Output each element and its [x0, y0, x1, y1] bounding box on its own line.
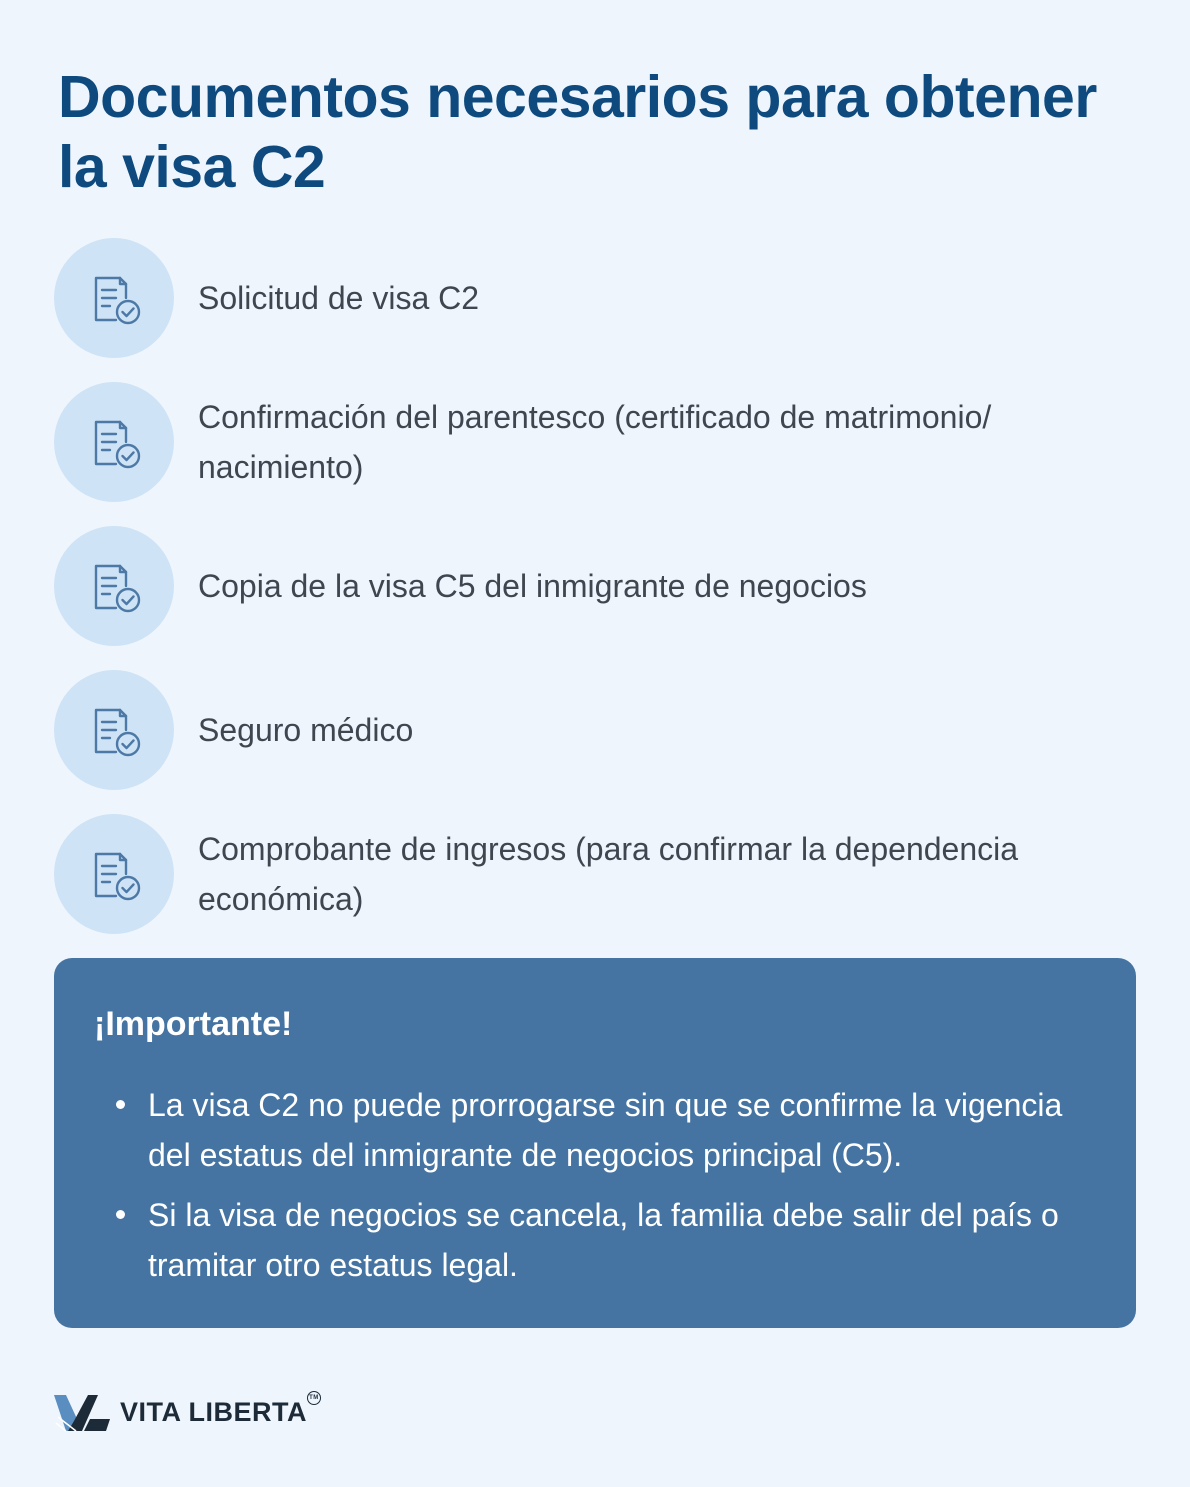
notice-list	[94, 1080, 1076, 1290]
trademark-mark: TM	[307, 1391, 321, 1405]
brand-name	[120, 1394, 319, 1428]
bullet-icon	[116, 1100, 125, 1109]
important-notice	[54, 958, 1136, 1328]
notice-point	[94, 1190, 1076, 1290]
document-label: Solicitud de visa C2	[198, 280, 480, 316]
notice-point	[94, 1080, 1076, 1180]
document-label: Confirmación del parentesco (certificado de matrimonio/ nacimiento)	[198, 399, 992, 485]
notice-point-text: Si la visa de negocios se cancela, la familia debe salir del país o tramitar otro estatus legal.	[148, 1197, 1059, 1283]
vita-liberta-logo-icon	[54, 1391, 110, 1433]
document-check-icon	[54, 526, 174, 646]
document-item	[54, 382, 1144, 502]
document-item	[54, 238, 1144, 358]
document-label: Copia de la visa C5 del inmigrante de negocios	[198, 568, 867, 604]
document-check-icon	[54, 814, 174, 934]
document-item	[54, 814, 1144, 934]
document-item	[54, 670, 1144, 790]
documents-list	[54, 238, 1144, 958]
bullet-icon	[116, 1210, 125, 1219]
document-check-icon	[54, 382, 174, 502]
document-label: Seguro médico	[198, 712, 414, 748]
page-title: Documentos necesarios para obtener la visa C2	[58, 64, 1097, 200]
notice-point-text: La visa C2 no puede prorrogarse sin que se confirme la vigencia del estatus del inmigrante de negocios principal (C5).	[148, 1087, 1063, 1173]
document-check-icon	[54, 670, 174, 790]
document-check-icon	[54, 238, 174, 358]
notice-title: ¡Importante!	[94, 1005, 293, 1043]
document-label: Comprobante de ingresos (para confirmar la dependencia económica)	[198, 831, 1019, 917]
document-item	[54, 526, 1144, 646]
brand-footer	[54, 1390, 319, 1434]
brand-name-text: VITA LIBERTA	[120, 1396, 307, 1427]
